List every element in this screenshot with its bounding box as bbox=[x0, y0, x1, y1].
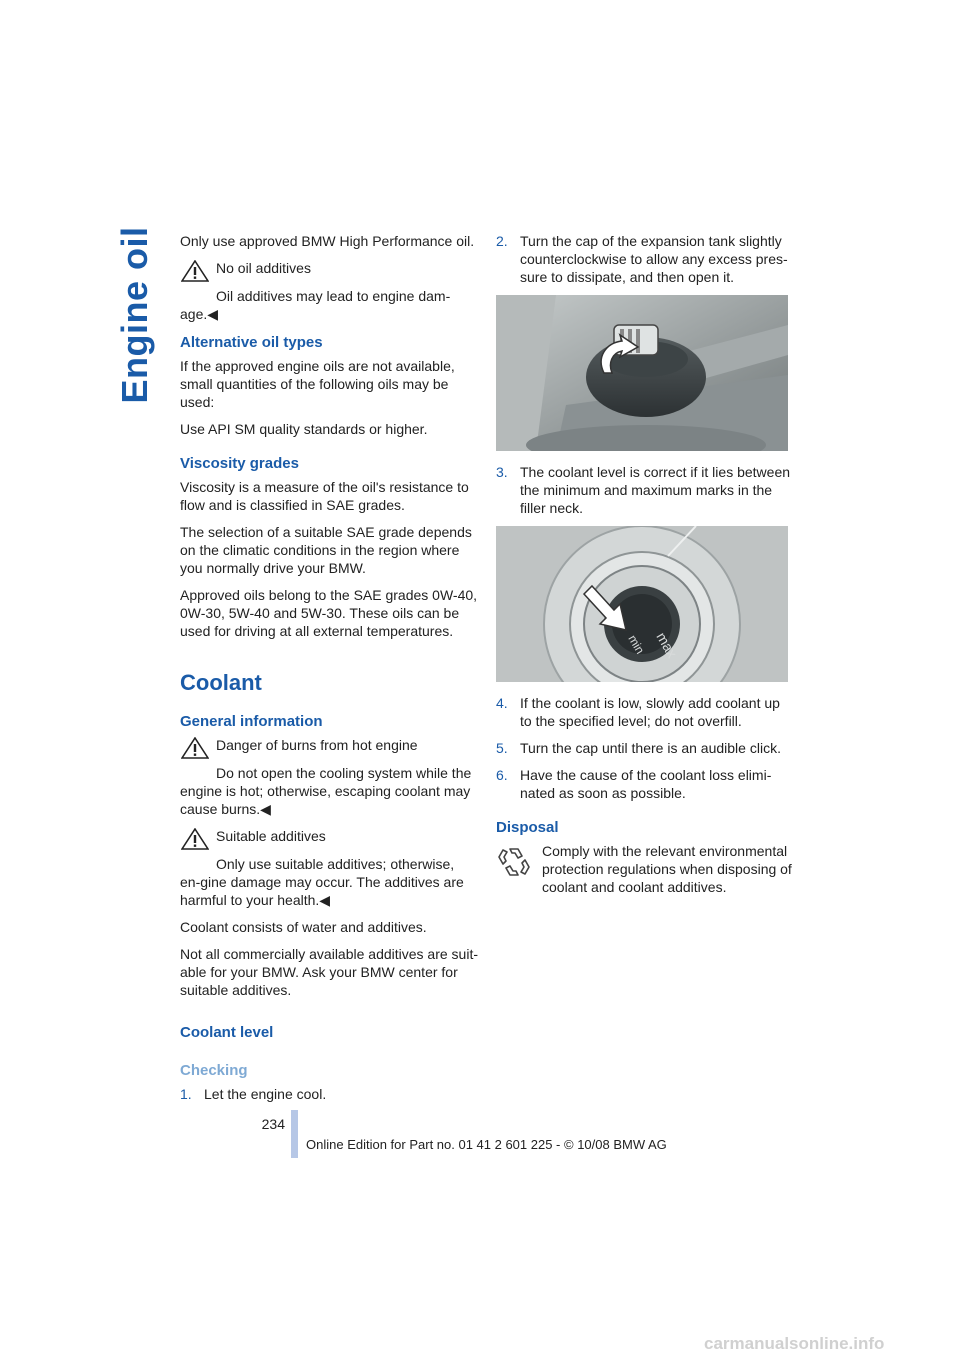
warning-title: Suitable additives bbox=[216, 828, 326, 844]
viscosity-text-2: The selection of a suitable SAE grade depends on the climatic conditions in the region where you normally drive your BMW. bbox=[180, 524, 472, 576]
heading-coolant-level: Coolant level bbox=[180, 1024, 274, 1041]
warning-triangle-icon bbox=[181, 260, 209, 282]
step-text: Turn the cap until there is an audible click. bbox=[520, 740, 781, 756]
left-column bbox=[180, 232, 478, 1112]
recycle-icon bbox=[496, 844, 532, 880]
min-mark-label: min bbox=[625, 632, 648, 657]
step-2 bbox=[496, 232, 792, 286]
step-number: 6. bbox=[496, 767, 508, 783]
warning-suitable-additives bbox=[180, 827, 478, 909]
heading-disposal: Disposal bbox=[496, 819, 559, 836]
warning-title: No oil additives bbox=[216, 260, 311, 276]
footer-edition-text: Online Edition for Part no. 01 41 2 601 225 - © 10/08 BMW AG bbox=[306, 1137, 667, 1152]
viscosity-text-1: Viscosity is a measure of the oil's resistance to flow and is classified in SAE grades. bbox=[180, 479, 469, 513]
coolant-text-2: Not all commercially available additives are suit-able for your BMW. Ask your BMW center for suitable additives. bbox=[180, 946, 479, 998]
intro-text: Only use approved BMW High Performance oil. bbox=[180, 233, 475, 249]
warning-burns bbox=[180, 736, 478, 818]
step-1 bbox=[180, 1085, 478, 1103]
side-section-title bbox=[114, 226, 155, 404]
warning-oil-additives bbox=[180, 259, 478, 323]
step-number: 5. bbox=[496, 740, 508, 756]
warning-triangle-icon bbox=[181, 737, 209, 759]
warning-body: Do not open the cooling system while the engine is hot; otherwise, escaping coolant may cause burns.◀ bbox=[180, 765, 472, 817]
step-5 bbox=[496, 739, 792, 757]
step-text: If the coolant is low, slowly add coolant up to the specified level; do not overfill. bbox=[520, 695, 780, 729]
warning-body: Oil additives may lead to engine dam-age.◀ bbox=[180, 288, 451, 322]
disposal-note bbox=[496, 842, 792, 896]
coolant-text-1: Coolant consists of water and additives. bbox=[180, 919, 427, 935]
step-3 bbox=[496, 463, 792, 517]
warning-body: Only use suitable additives; otherwise, en-gine damage may occur. The additives are harmful to your health.◀ bbox=[180, 856, 464, 908]
side-title-text: Engine oil bbox=[114, 226, 155, 404]
page-number: 234 bbox=[261, 1116, 285, 1132]
footer-accent-bar bbox=[291, 1110, 298, 1158]
step-text: Turn the cap of the expansion tank slightly counterclockwise to allow any excess pres-sure to dissipate, and then open it. bbox=[520, 233, 788, 285]
step-6 bbox=[496, 766, 792, 802]
step-number: 4. bbox=[496, 695, 508, 711]
heading-checking: Checking bbox=[180, 1062, 248, 1079]
step-number: 3. bbox=[496, 464, 508, 480]
warning-triangle-icon bbox=[181, 828, 209, 850]
right-column bbox=[496, 232, 792, 896]
disposal-text: Comply with the relevant environmental protection regulations when disposing of coolant and coolant additives. bbox=[542, 843, 792, 895]
alt-oil-text-1: If the approved engine oils are not available, small quantities of the following oils may be used: bbox=[180, 358, 455, 410]
heading-coolant: Coolant bbox=[180, 670, 262, 695]
heading-alternative-oil: Alternative oil types bbox=[180, 334, 323, 351]
photo-expansion-tank-cap bbox=[496, 295, 788, 451]
watermark: carmanualsonline.info bbox=[704, 1334, 885, 1353]
warning-title: Danger of burns from hot engine bbox=[216, 737, 418, 753]
step-number: 1. bbox=[180, 1086, 192, 1102]
step-number: 2. bbox=[496, 233, 508, 249]
max-mark-label: max bbox=[653, 629, 681, 661]
step-4 bbox=[496, 694, 792, 730]
alt-oil-text-2: Use API SM quality standards or higher. bbox=[180, 421, 428, 437]
step-text: Have the cause of the coolant loss elimi-nated as soon as possible. bbox=[520, 767, 772, 801]
step-text: The coolant level is correct if it lies between the minimum and maximum marks in the filler neck. bbox=[520, 464, 791, 516]
heading-viscosity: Viscosity grades bbox=[180, 455, 299, 472]
photo-filler-neck bbox=[496, 526, 788, 682]
viscosity-text-3: Approved oils belong to the SAE grades 0W-40, 0W-30, 5W-40 and 5W-30. These oils can be used for driving at all external temperatures. bbox=[180, 587, 478, 639]
heading-general-information: General information bbox=[180, 713, 323, 730]
step-text: Let the engine cool. bbox=[204, 1086, 327, 1102]
